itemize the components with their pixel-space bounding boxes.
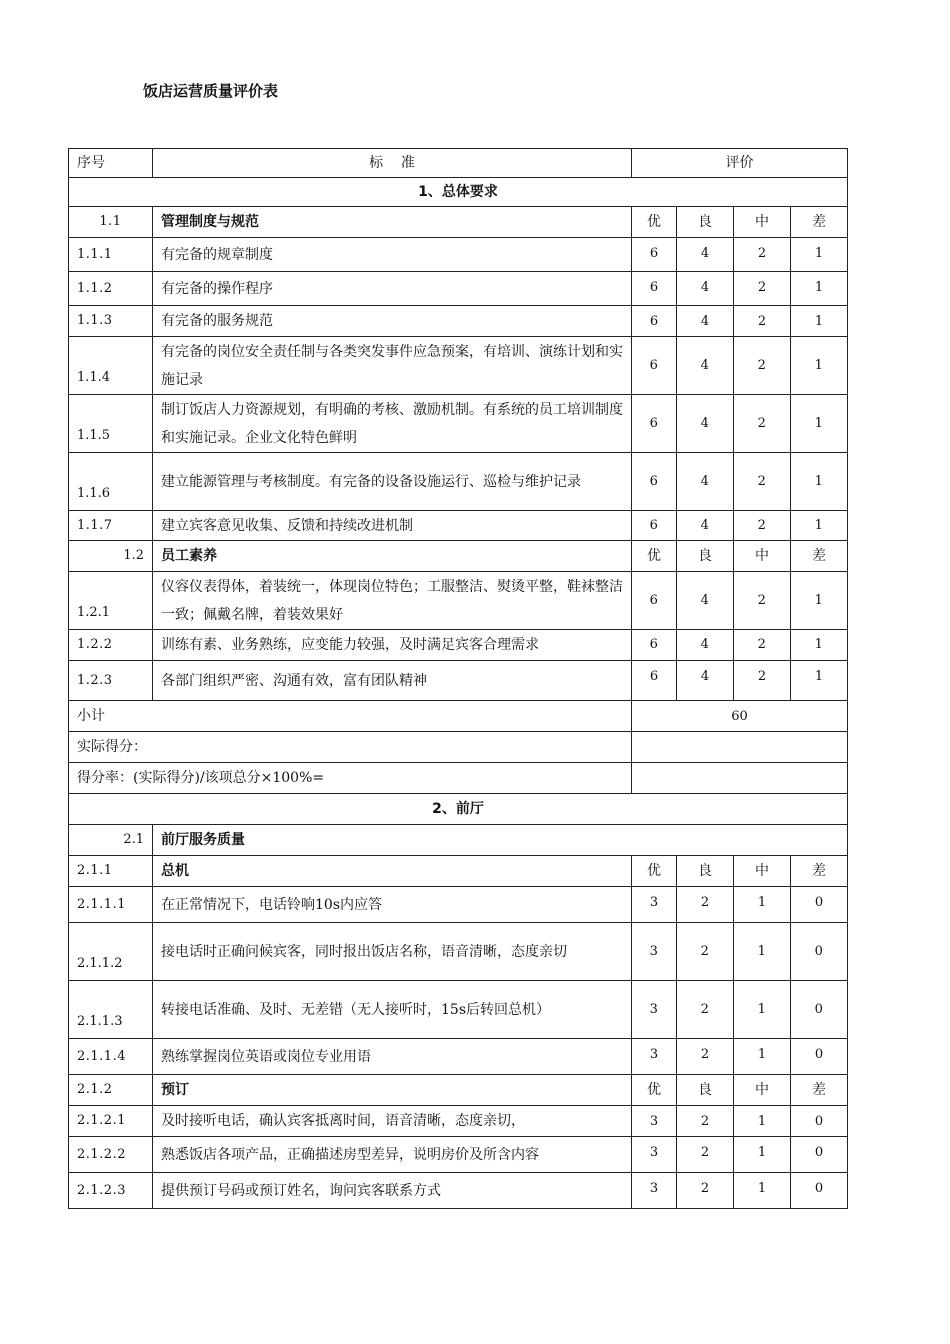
score-cell: 6 bbox=[632, 238, 677, 272]
score-cell: 4 bbox=[677, 395, 734, 453]
grade-label: 良 bbox=[677, 541, 734, 572]
table-row bbox=[69, 1106, 848, 1137]
section-row bbox=[69, 794, 848, 825]
score-cell: 2 bbox=[734, 661, 791, 701]
grade-label: 差 bbox=[791, 541, 848, 572]
score-cell: 1 bbox=[791, 395, 848, 453]
score-cell: 3 bbox=[632, 887, 677, 923]
score-cell: 4 bbox=[677, 630, 734, 661]
header-serial: 序号 bbox=[69, 149, 153, 178]
subtotal-label: 小计 bbox=[69, 701, 632, 732]
score-cell: 3 bbox=[632, 981, 677, 1039]
score-cell: 1 bbox=[734, 1039, 791, 1075]
section-row bbox=[69, 178, 848, 207]
score-cell: 6 bbox=[632, 661, 677, 701]
row-standard: 仪容仪表得体，着装统一，体现岗位特色；工服整洁、熨烫平整，鞋袜整洁一致；佩戴名牌，着装效果好 bbox=[153, 572, 632, 630]
table-row bbox=[69, 395, 848, 453]
score-cell: 2 bbox=[734, 238, 791, 272]
section-title: 1、总体要求 bbox=[69, 178, 848, 207]
score-cell: 2 bbox=[677, 981, 734, 1039]
subsection-row bbox=[69, 825, 848, 856]
score-cell: 1 bbox=[791, 337, 848, 395]
score-cell: 2 bbox=[677, 1137, 734, 1173]
score-cell: 1 bbox=[791, 453, 848, 511]
row-num: 1.2.3 bbox=[69, 661, 153, 701]
score-cell: 1 bbox=[734, 1137, 791, 1173]
score-cell: 2 bbox=[734, 572, 791, 630]
score-cell: 4 bbox=[677, 661, 734, 701]
table-row bbox=[69, 1173, 848, 1209]
row-standard: 有完备的服务规范 bbox=[153, 306, 632, 337]
grade-label: 良 bbox=[677, 1075, 734, 1106]
score-cell: 3 bbox=[632, 1137, 677, 1173]
table-row bbox=[69, 981, 848, 1039]
grade-label: 中 bbox=[734, 541, 791, 572]
row-standard: 训练有素、业务熟练，应变能力较强，及时满足宾客合理需求 bbox=[153, 630, 632, 661]
score-cell: 0 bbox=[791, 923, 848, 981]
row-standard: 在正常情况下，电话铃响10s内应答 bbox=[153, 887, 632, 923]
row-num: 2.1.1.2 bbox=[69, 923, 153, 981]
score-cell: 4 bbox=[677, 337, 734, 395]
score-cell: 3 bbox=[632, 1173, 677, 1209]
subsection-num: 1.1 bbox=[69, 207, 153, 238]
score-cell: 2 bbox=[734, 272, 791, 306]
score-cell: 1 bbox=[734, 1173, 791, 1209]
table-row bbox=[69, 453, 848, 511]
row-num: 1.1.7 bbox=[69, 511, 153, 541]
row-standard: 各部门组织严密、沟通有效，富有团队精神 bbox=[153, 661, 632, 701]
row-num: 1.1.6 bbox=[69, 453, 153, 511]
score-cell: 0 bbox=[791, 1137, 848, 1173]
score-cell: 3 bbox=[632, 1106, 677, 1137]
group-row bbox=[69, 856, 848, 887]
score-rate-value bbox=[632, 763, 848, 794]
table-row bbox=[69, 887, 848, 923]
group-num: 2.1.1 bbox=[69, 856, 153, 887]
score-cell: 1 bbox=[734, 981, 791, 1039]
row-standard: 转接电话准确、及时、无差错（无人接听时，15s后转回总机） bbox=[153, 981, 632, 1039]
score-cell: 6 bbox=[632, 572, 677, 630]
subsection-num: 1.2 bbox=[69, 541, 153, 572]
group-label: 预订 bbox=[153, 1075, 632, 1106]
score-cell: 2 bbox=[734, 511, 791, 541]
table-row bbox=[69, 238, 848, 272]
grade-label: 优 bbox=[632, 541, 677, 572]
score-cell: 4 bbox=[677, 453, 734, 511]
subsection-label: 前厅服务质量 bbox=[153, 825, 848, 856]
grade-label: 差 bbox=[791, 856, 848, 887]
grade-label: 优 bbox=[632, 1075, 677, 1106]
score-cell: 4 bbox=[677, 306, 734, 337]
grade-label: 差 bbox=[791, 207, 848, 238]
evaluation-table bbox=[68, 148, 848, 1209]
score-cell: 6 bbox=[632, 272, 677, 306]
row-standard: 熟悉饭店各项产品，正确描述房型差异，说明房价及所含内容 bbox=[153, 1137, 632, 1173]
row-standard: 提供预订号码或预订姓名，询问宾客联系方式 bbox=[153, 1173, 632, 1209]
grade-label: 优 bbox=[632, 207, 677, 238]
score-cell: 2 bbox=[734, 630, 791, 661]
actual-score-value bbox=[632, 732, 848, 763]
grade-label: 优 bbox=[632, 856, 677, 887]
score-cell: 2 bbox=[677, 887, 734, 923]
score-cell: 3 bbox=[632, 1039, 677, 1075]
score-cell: 6 bbox=[632, 511, 677, 541]
score-rate-row bbox=[69, 763, 848, 794]
score-cell: 2 bbox=[734, 337, 791, 395]
row-num: 1.1.4 bbox=[69, 337, 153, 395]
score-rate-label: 得分率：(实际得分)/该项总分×100%= bbox=[69, 763, 632, 794]
score-cell: 4 bbox=[677, 511, 734, 541]
row-standard: 建立宾客意见收集、反馈和持续改进机制 bbox=[153, 511, 632, 541]
row-standard: 有完备的岗位安全责任制与各类突发事件应急预案，有培训、演练计划和实施记录 bbox=[153, 337, 632, 395]
table-row bbox=[69, 1137, 848, 1173]
score-cell: 4 bbox=[677, 572, 734, 630]
row-standard: 有完备的操作程序 bbox=[153, 272, 632, 306]
score-cell: 1 bbox=[734, 1106, 791, 1137]
score-cell: 0 bbox=[791, 981, 848, 1039]
score-cell: 1 bbox=[791, 630, 848, 661]
table-row bbox=[69, 572, 848, 630]
score-cell: 6 bbox=[632, 337, 677, 395]
row-standard: 有完备的规章制度 bbox=[153, 238, 632, 272]
table-row bbox=[69, 630, 848, 661]
grade-label: 中 bbox=[734, 856, 791, 887]
grade-label: 中 bbox=[734, 1075, 791, 1106]
table-row bbox=[69, 923, 848, 981]
score-cell: 6 bbox=[632, 306, 677, 337]
score-cell: 6 bbox=[632, 630, 677, 661]
row-num: 2.1.1.1 bbox=[69, 887, 153, 923]
score-cell: 6 bbox=[632, 453, 677, 511]
table-row bbox=[69, 337, 848, 395]
score-cell: 1 bbox=[791, 272, 848, 306]
score-cell: 2 bbox=[677, 1039, 734, 1075]
subsection-label: 员工素养 bbox=[153, 541, 632, 572]
row-num: 1.2.2 bbox=[69, 630, 153, 661]
grade-label: 良 bbox=[677, 856, 734, 887]
score-cell: 4 bbox=[677, 238, 734, 272]
row-num: 1.1.5 bbox=[69, 395, 153, 453]
score-cell: 0 bbox=[791, 1039, 848, 1075]
document-title: 饭店运营质量评价表 bbox=[143, 82, 279, 100]
row-standard: 制订饭店人力资源规划，有明确的考核、激励机制。有系统的员工培训制度和实施记录。企业文化特色鲜明 bbox=[153, 395, 632, 453]
row-num: 2.1.1.4 bbox=[69, 1039, 153, 1075]
row-standard: 及时接听电话，确认宾客抵离时间，语音清晰，态度亲切， bbox=[153, 1106, 632, 1137]
table-row bbox=[69, 306, 848, 337]
subtotal-row bbox=[69, 701, 848, 732]
table-row bbox=[69, 272, 848, 306]
score-cell: 1 bbox=[791, 238, 848, 272]
score-cell: 0 bbox=[791, 1106, 848, 1137]
section-title: 2、前厅 bbox=[69, 794, 848, 825]
table-row bbox=[69, 661, 848, 701]
score-cell: 2 bbox=[677, 1173, 734, 1209]
table-header-row bbox=[69, 149, 848, 178]
table-row bbox=[69, 511, 848, 541]
score-cell: 6 bbox=[632, 395, 677, 453]
row-standard: 熟练掌握岗位英语或岗位专业用语 bbox=[153, 1039, 632, 1075]
subsection-row bbox=[69, 541, 848, 572]
header-evaluation: 评价 bbox=[632, 149, 848, 178]
row-num: 1.1.1 bbox=[69, 238, 153, 272]
row-num: 1.2.1 bbox=[69, 572, 153, 630]
subsection-num: 2.1 bbox=[69, 825, 153, 856]
score-cell: 2 bbox=[734, 306, 791, 337]
score-cell: 2 bbox=[677, 1106, 734, 1137]
row-num: 2.1.2.1 bbox=[69, 1106, 153, 1137]
row-num: 2.1.2.2 bbox=[69, 1137, 153, 1173]
score-cell: 1 bbox=[734, 923, 791, 981]
table-row bbox=[69, 1039, 848, 1075]
grade-label: 中 bbox=[734, 207, 791, 238]
row-num: 2.1.2.3 bbox=[69, 1173, 153, 1209]
actual-score-row bbox=[69, 732, 848, 763]
score-cell: 1 bbox=[791, 572, 848, 630]
score-cell: 0 bbox=[791, 887, 848, 923]
score-cell: 0 bbox=[791, 1173, 848, 1209]
score-cell: 2 bbox=[734, 395, 791, 453]
group-label: 总机 bbox=[153, 856, 632, 887]
score-cell: 1 bbox=[791, 306, 848, 337]
group-num: 2.1.2 bbox=[69, 1075, 153, 1106]
grade-label: 差 bbox=[791, 1075, 848, 1106]
header-standard: 标 准 bbox=[153, 149, 632, 178]
row-num: 1.1.3 bbox=[69, 306, 153, 337]
group-row bbox=[69, 1075, 848, 1106]
score-cell: 4 bbox=[677, 272, 734, 306]
row-standard: 接电话时正确问候宾客，同时报出饭店名称，语音清晰，态度亲切 bbox=[153, 923, 632, 981]
subtotal-value: 60 bbox=[632, 701, 848, 732]
subsection-row bbox=[69, 207, 848, 238]
score-cell: 3 bbox=[632, 923, 677, 981]
actual-score-label: 实际得分： bbox=[69, 732, 632, 763]
score-cell: 1 bbox=[791, 661, 848, 701]
subsection-label: 管理制度与规范 bbox=[153, 207, 632, 238]
score-cell: 1 bbox=[734, 887, 791, 923]
row-num: 2.1.1.3 bbox=[69, 981, 153, 1039]
score-cell: 1 bbox=[791, 511, 848, 541]
row-standard: 建立能源管理与考核制度。有完备的设备设施运行、巡检与维护记录 bbox=[153, 453, 632, 511]
score-cell: 2 bbox=[677, 923, 734, 981]
score-cell: 2 bbox=[734, 453, 791, 511]
row-num: 1.1.2 bbox=[69, 272, 153, 306]
grade-label: 良 bbox=[677, 207, 734, 238]
